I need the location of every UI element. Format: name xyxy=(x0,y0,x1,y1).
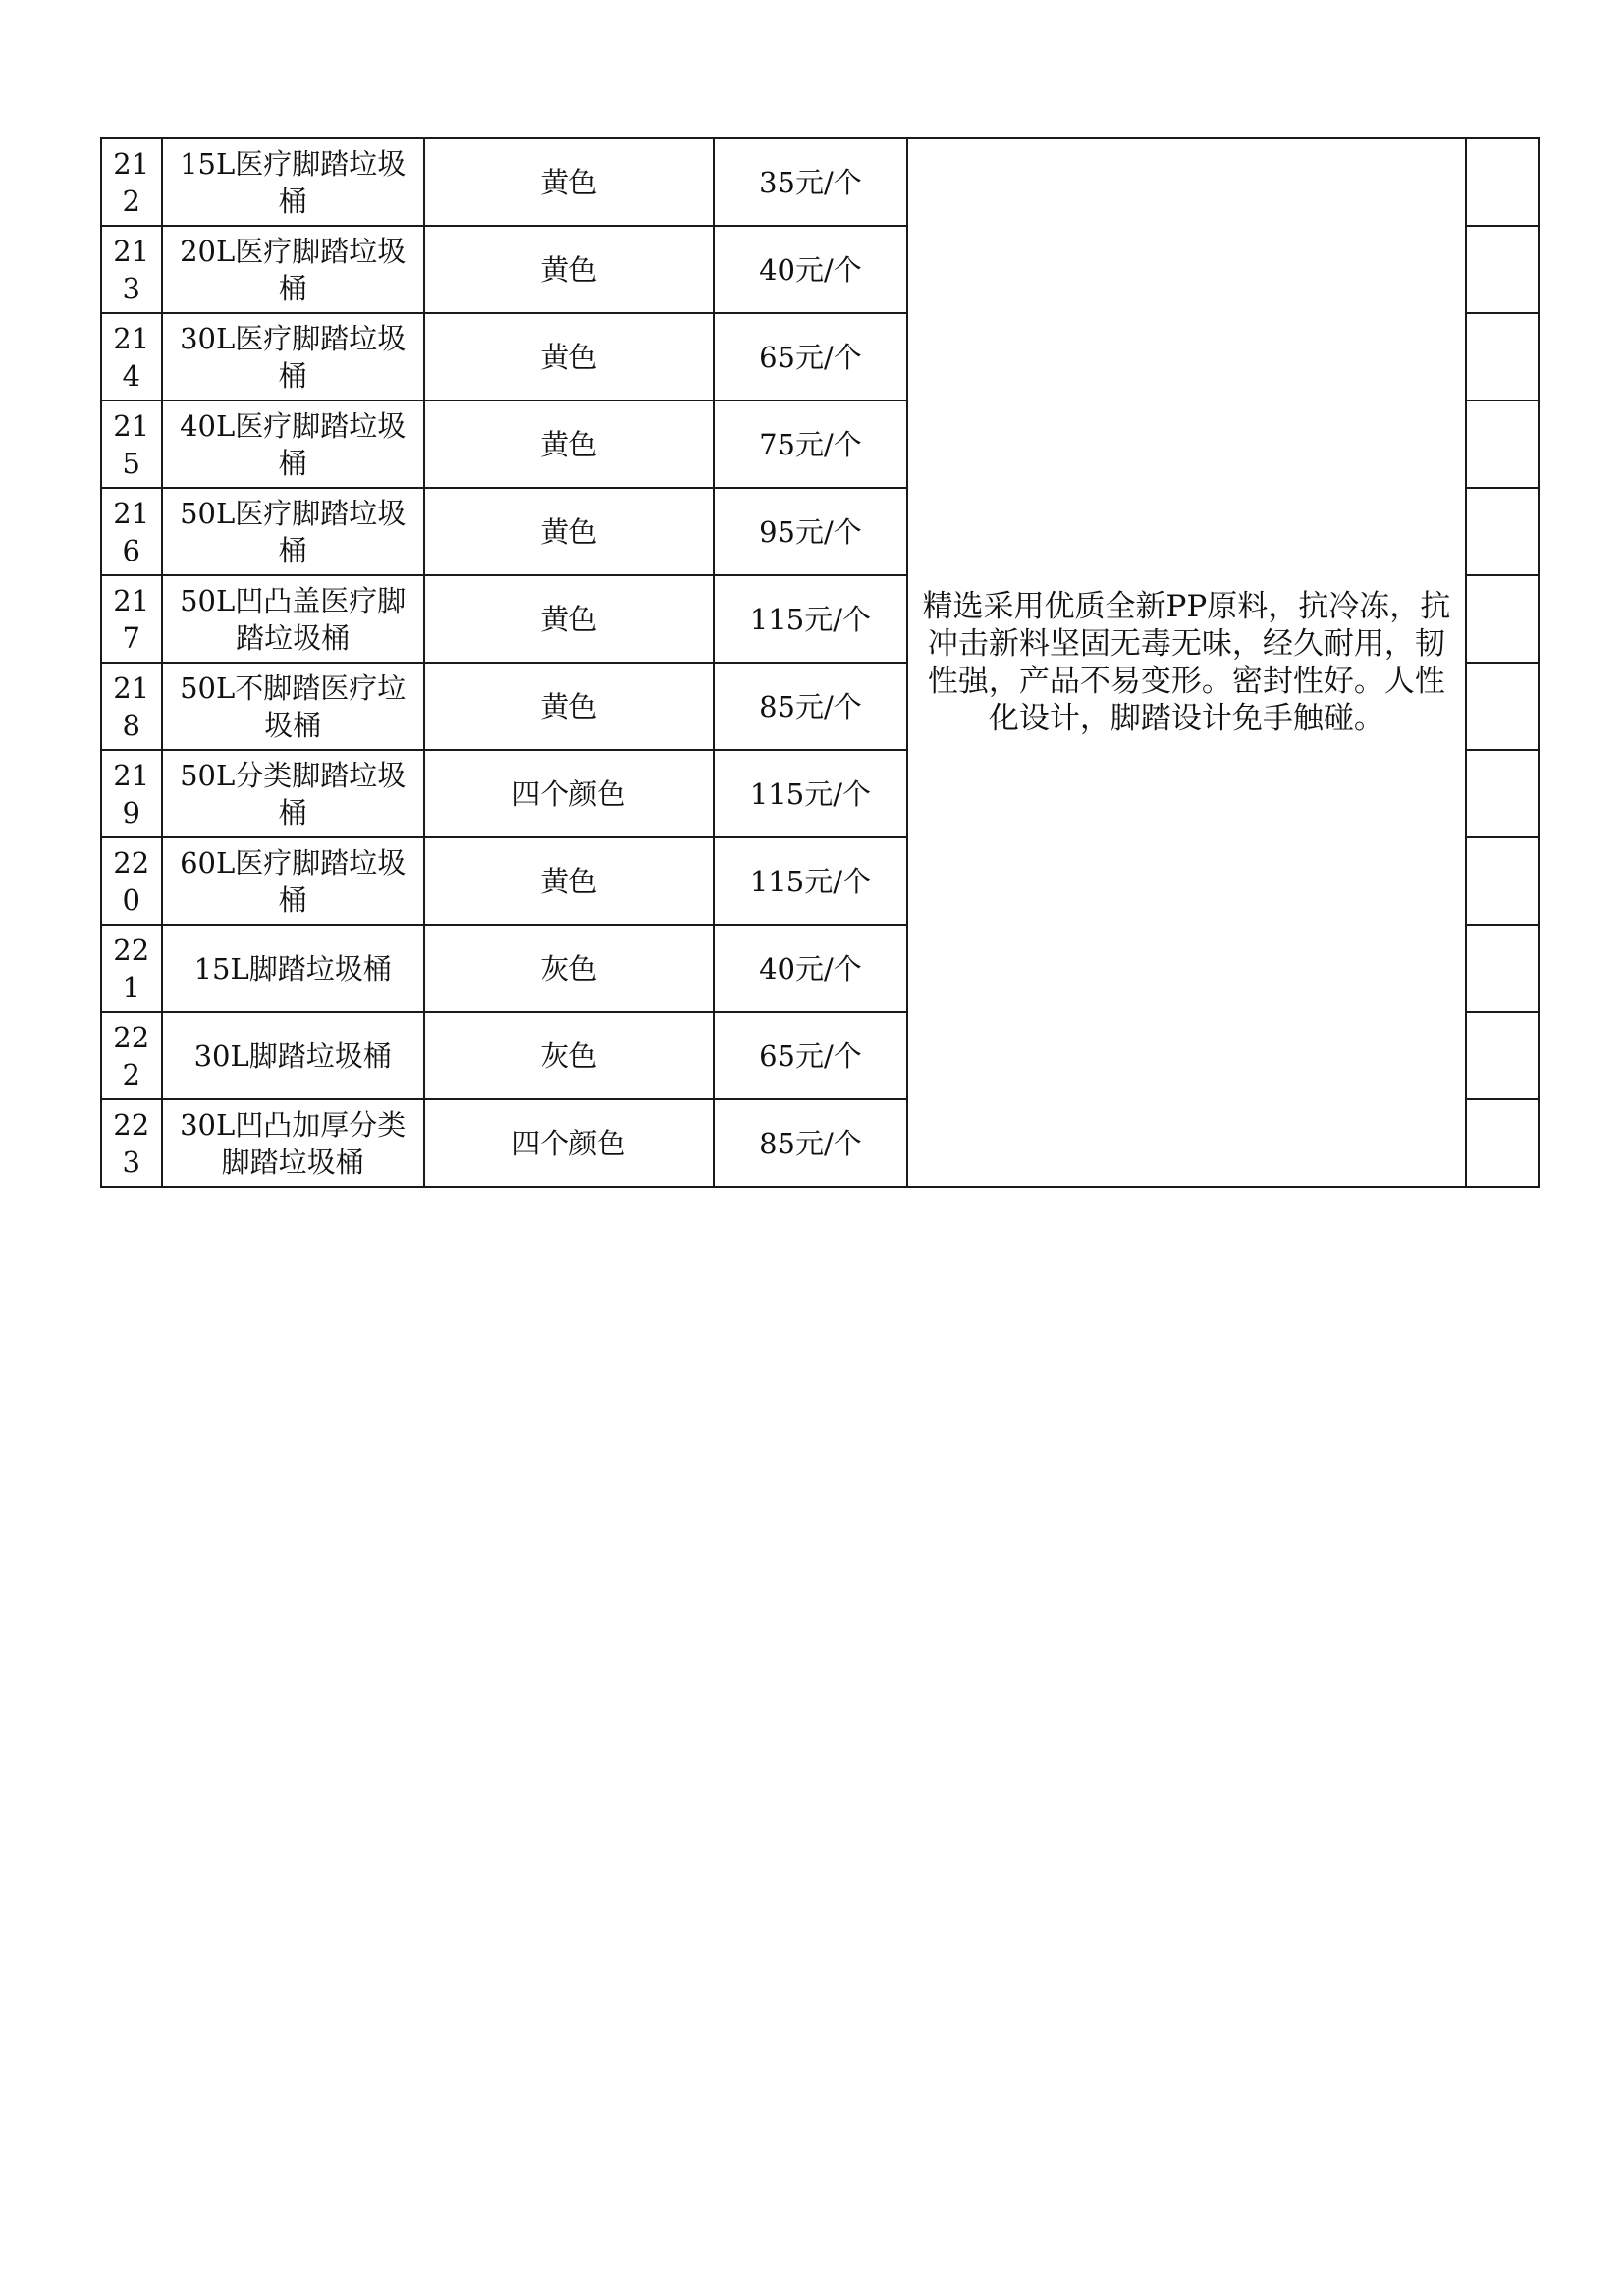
cell-extra xyxy=(1466,750,1539,837)
cell-no: 223 xyxy=(101,1099,162,1187)
cell-price: 115元/个 xyxy=(714,750,907,837)
cell-name xyxy=(162,837,424,925)
cell-color: 黄色 xyxy=(424,663,714,750)
cell-color: 黄色 xyxy=(424,226,714,313)
cell-price: 75元/个 xyxy=(714,400,907,488)
cell-price: 85元/个 xyxy=(714,663,907,750)
product-name: 20L医疗脚踏垃圾桶 xyxy=(180,234,406,305)
product-name: 15L脚踏垃圾桶 xyxy=(193,951,392,986)
product-name: 30L凹凸加厚分类脚踏垃圾桶 xyxy=(180,1107,406,1179)
cell-extra xyxy=(1466,663,1539,750)
cell-extra xyxy=(1466,313,1539,400)
cell-name xyxy=(162,575,424,663)
cell-name xyxy=(162,488,424,575)
cell-extra xyxy=(1466,1012,1539,1099)
cell-extra xyxy=(1466,138,1539,226)
cell-no: 221 xyxy=(101,925,162,1012)
cell-extra xyxy=(1466,575,1539,663)
cell-no: 217 xyxy=(101,575,162,663)
cell-color: 灰色 xyxy=(424,925,714,1012)
cell-extra xyxy=(1466,837,1539,925)
cell-color: 四个颜色 xyxy=(424,750,714,837)
cell-name xyxy=(162,925,424,1012)
cell-price: 85元/个 xyxy=(714,1099,907,1187)
cell-extra xyxy=(1466,488,1539,575)
cell-no: 213 xyxy=(101,226,162,313)
product-name: 50L不脚踏医疗垃圾桶 xyxy=(180,670,406,742)
cell-extra xyxy=(1466,925,1539,1012)
cell-price: 40元/个 xyxy=(714,925,907,1012)
cell-color: 黄色 xyxy=(424,575,714,663)
cell-name xyxy=(162,313,424,400)
product-name: 60L医疗脚踏垃圾桶 xyxy=(180,845,406,917)
cell-name xyxy=(162,138,424,226)
product-name: 30L脚踏垃圾桶 xyxy=(193,1039,392,1073)
product-name: 50L分类脚踏垃圾桶 xyxy=(180,758,406,829)
cell-price: 35元/个 xyxy=(714,138,907,226)
product-name: 40L医疗脚踏垃圾桶 xyxy=(180,408,406,480)
cell-color: 黄色 xyxy=(424,488,714,575)
cell-extra xyxy=(1466,226,1539,313)
cell-price: 40元/个 xyxy=(714,226,907,313)
cell-price: 95元/个 xyxy=(714,488,907,575)
cell-extra xyxy=(1466,400,1539,488)
cell-color: 黄色 xyxy=(424,837,714,925)
cell-extra xyxy=(1466,1099,1539,1187)
cell-no: 216 xyxy=(101,488,162,575)
cell-price: 65元/个 xyxy=(714,313,907,400)
cell-color: 黄色 xyxy=(424,313,714,400)
cell-name xyxy=(162,400,424,488)
product-name: 50L医疗脚踏垃圾桶 xyxy=(180,496,406,567)
cell-no: 222 xyxy=(101,1012,162,1099)
cell-color: 黄色 xyxy=(424,400,714,488)
product-name: 15L医疗脚踏垃圾桶 xyxy=(180,146,406,218)
cell-name xyxy=(162,663,424,750)
cell-no: 214 xyxy=(101,313,162,400)
cell-color: 四个颜色 xyxy=(424,1099,714,1187)
table-row xyxy=(101,138,1539,226)
cell-description: 精选采用优质全新PP原料，抗冷冻，抗冲击新料坚固无毒无味，经久耐用，韧性强，产品不易变形。密封性好。人性化设计，脚踏设计免手触碰。 xyxy=(907,138,1466,1187)
cell-name xyxy=(162,226,424,313)
cell-price: 115元/个 xyxy=(714,837,907,925)
cell-no: 219 xyxy=(101,750,162,837)
cell-color: 灰色 xyxy=(424,1012,714,1099)
cell-name xyxy=(162,1099,424,1187)
cell-no: 220 xyxy=(101,837,162,925)
cell-color: 黄色 xyxy=(424,138,714,226)
cell-name xyxy=(162,1012,424,1099)
table-body xyxy=(101,138,1539,1187)
product-name: 50L凹凸盖医疗脚踏垃圾桶 xyxy=(180,583,406,655)
cell-no: 218 xyxy=(101,663,162,750)
product-name: 30L医疗脚踏垃圾桶 xyxy=(180,321,406,393)
product-price-table xyxy=(100,137,1540,1188)
cell-price: 115元/个 xyxy=(714,575,907,663)
cell-no: 215 xyxy=(101,400,162,488)
cell-no: 212 xyxy=(101,138,162,226)
cell-price: 65元/个 xyxy=(714,1012,907,1099)
cell-name xyxy=(162,750,424,837)
